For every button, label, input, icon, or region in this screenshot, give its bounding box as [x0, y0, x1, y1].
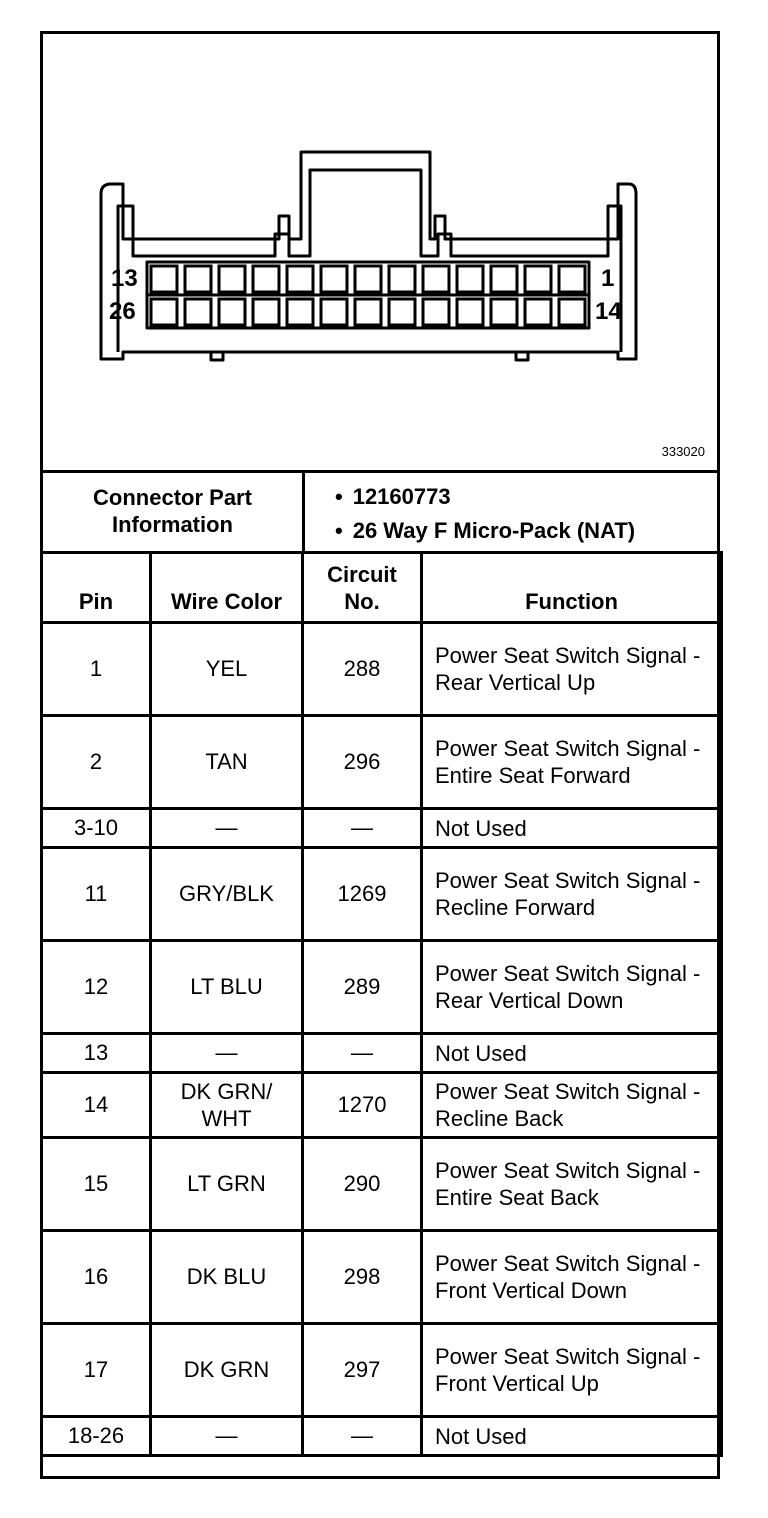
- wire-color-cell: —: [151, 1417, 303, 1456]
- pin-cavity: [389, 266, 415, 292]
- pin-cavity: [525, 266, 551, 292]
- wire-color-cell: DK GRN/ WHT: [151, 1073, 303, 1138]
- pin-cavity: [559, 299, 585, 325]
- pin-cavity: [457, 299, 483, 325]
- pin-label-13: 13: [111, 265, 138, 292]
- wire-color-cell: GRY/BLK: [151, 848, 303, 941]
- pin-cavity: [185, 266, 211, 292]
- function-cell: Not Used: [422, 1417, 722, 1456]
- pinout-table: [40, 551, 723, 1457]
- function-cell: Power Seat Switch Signal - Recline Forward: [422, 848, 722, 941]
- header-function: Function: [422, 553, 722, 623]
- table-row: [42, 623, 722, 716]
- function-cell: Power Seat Switch Signal - Rear Vertical Down: [422, 941, 722, 1034]
- wire-color-cell: LT GRN: [151, 1138, 303, 1231]
- pin-cell: 18-26: [42, 1417, 151, 1456]
- circuit-cell: 289: [303, 941, 422, 1034]
- part-number: 333020: [661, 444, 705, 459]
- circuit-cell: 288: [303, 623, 422, 716]
- pin-cavity: [219, 266, 245, 292]
- connector-info-list: [335, 480, 635, 548]
- pin-cavity: [151, 266, 177, 292]
- pin-cell: 1: [42, 623, 151, 716]
- pin-cavity: [389, 299, 415, 325]
- connector-chart: [40, 31, 720, 1479]
- header-pin: Pin: [42, 553, 151, 623]
- table-row: [42, 1324, 722, 1417]
- pin-cavity: [219, 299, 245, 325]
- pin-cavity: [457, 266, 483, 292]
- circuit-cell: 297: [303, 1324, 422, 1417]
- connector-part-number: • 12160773: [335, 480, 635, 514]
- pin-label-1: 1: [601, 265, 615, 292]
- function-cell: Power Seat Switch Signal - Recline Back: [422, 1073, 722, 1138]
- wire-color-cell: DK BLU: [151, 1231, 303, 1324]
- pin-cell: 14: [42, 1073, 151, 1138]
- pin-cell: 15: [42, 1138, 151, 1231]
- pin-cell: 11: [42, 848, 151, 941]
- wire-color-cell: TAN: [151, 716, 303, 809]
- pin-cavity: [423, 266, 449, 292]
- function-cell: Power Seat Switch Signal - Front Vertical Down: [422, 1231, 722, 1324]
- header-wire-color: Wire Color: [151, 553, 303, 623]
- circuit-cell: —: [303, 809, 422, 848]
- table-row: [42, 848, 722, 941]
- pin-label-14: 14: [595, 298, 622, 325]
- pin-cell: 13: [42, 1034, 151, 1073]
- table-row: [42, 716, 722, 809]
- wire-color-cell: LT BLU: [151, 941, 303, 1034]
- pin-cell: 12: [42, 941, 151, 1034]
- pin-cavity: [185, 299, 211, 325]
- pin-cavity: [491, 299, 517, 325]
- circuit-cell: 298: [303, 1231, 422, 1324]
- pin-cavity: [559, 266, 585, 292]
- pin-cavity: [321, 266, 347, 292]
- circuit-cell: 290: [303, 1138, 422, 1231]
- pin-cavity: [151, 299, 177, 325]
- wire-color-cell: —: [151, 1034, 303, 1073]
- pin-cavity: [423, 299, 449, 325]
- pin-cell: 2: [42, 716, 151, 809]
- pin-cavity: [321, 299, 347, 325]
- connector-diagram: [43, 34, 717, 473]
- circuit-cell: 1269: [303, 848, 422, 941]
- pin-cavity: [491, 266, 517, 292]
- function-cell: Power Seat Switch Signal - Entire Seat Forward: [422, 716, 722, 809]
- connector-outline: [43, 34, 717, 470]
- function-cell: Power Seat Switch Signal - Entire Seat Back: [422, 1138, 722, 1231]
- function-cell: Not Used: [422, 1034, 722, 1073]
- pin-cavity: [253, 299, 279, 325]
- function-cell: Not Used: [422, 809, 722, 848]
- table-header-row: [42, 553, 722, 623]
- pin-cavity: [355, 299, 381, 325]
- pin-cell: 16: [42, 1231, 151, 1324]
- table-row: [42, 1231, 722, 1324]
- circuit-cell: 296: [303, 716, 422, 809]
- wire-color-cell: DK GRN: [151, 1324, 303, 1417]
- circuit-cell: —: [303, 1034, 422, 1073]
- table-row: [42, 1417, 722, 1456]
- header-circuit-no: Circuit No.: [303, 553, 422, 623]
- connector-description: • 26 Way F Micro-Pack (NAT): [335, 514, 635, 548]
- table-row: [42, 1034, 722, 1073]
- pin-cavity: [355, 266, 381, 292]
- circuit-cell: 1270: [303, 1073, 422, 1138]
- table-row: [42, 941, 722, 1034]
- connector-info-row: [43, 470, 717, 554]
- function-cell: Power Seat Switch Signal - Rear Vertical Up: [422, 623, 722, 716]
- wire-color-cell: YEL: [151, 623, 303, 716]
- pin-cavity: [287, 266, 313, 292]
- table-row: [42, 809, 722, 848]
- pin-label-26: 26: [109, 298, 136, 325]
- table-row: [42, 1073, 722, 1138]
- pin-cell: 3-10: [42, 809, 151, 848]
- pin-cavity: [287, 299, 313, 325]
- pin-cell: 17: [42, 1324, 151, 1417]
- connector-info-label: Connector Part Information: [43, 470, 305, 551]
- pin-cavity: [525, 299, 551, 325]
- circuit-cell: —: [303, 1417, 422, 1456]
- table-row: [42, 1138, 722, 1231]
- pin-cavity: [253, 266, 279, 292]
- function-cell: Power Seat Switch Signal - Front Vertical Up: [422, 1324, 722, 1417]
- wire-color-cell: —: [151, 809, 303, 848]
